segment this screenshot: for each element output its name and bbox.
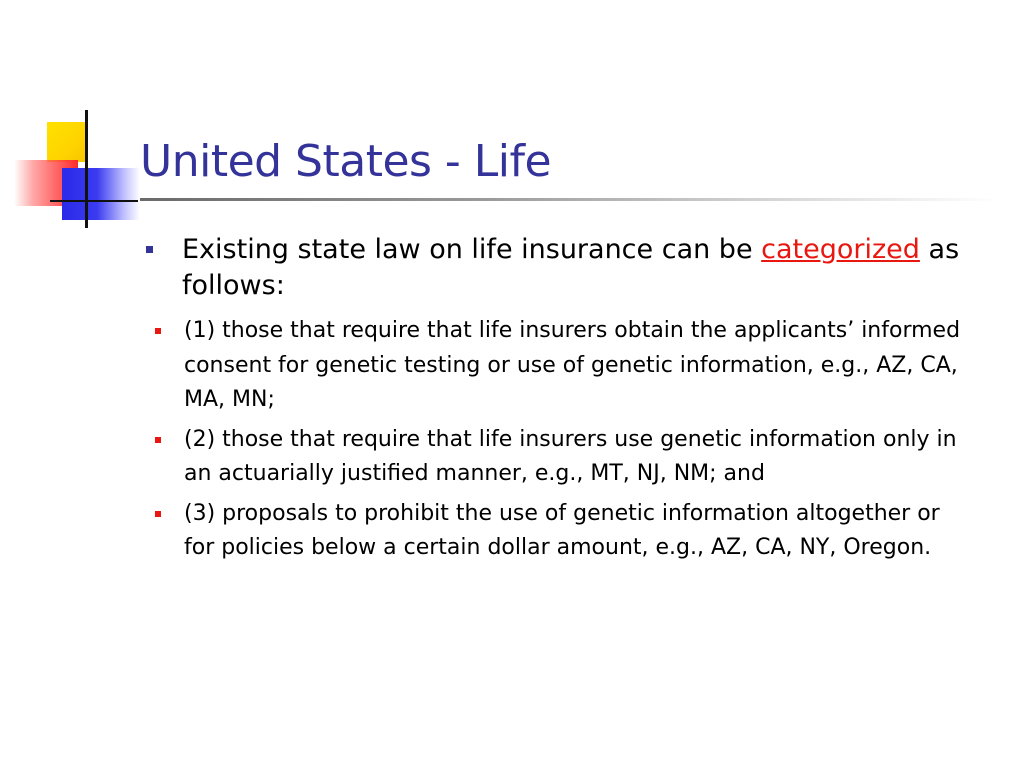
sub-bullet-item [140,423,974,492]
sub-bullet-text: (2) those that require that life insurers use genetic information only in an actuarially justified manner, e.g., MT, NJ, NM; and [184,426,957,486]
sub-bullet-text: (3) proposals to prohibit the use of genetic information altogether or for policies below a certain dollar amount, e.g., AZ, CA, NY, Oregon. [184,500,940,560]
logo-yellow-square [47,122,87,162]
title-underline-rule [140,198,1000,201]
slide-title: United States - Life [140,136,552,187]
square-bullet-icon [155,437,161,443]
sub-bullet-item [140,314,974,418]
square-bullet-icon [146,246,153,253]
bullet-text-after-link: as follows: [182,234,960,301]
sub-bullet-item [140,497,974,566]
logo-vertical-line [85,110,88,228]
sub-bullet-list [140,314,1000,566]
square-bullet-icon [155,328,161,334]
bullet-text-before-link: Existing state law on life insurance can be [182,234,762,265]
slide-body [140,232,1000,571]
logo-blue-square [62,168,140,220]
bullet-level-1 [140,232,1000,304]
categorized-link[interactable]: categorized [761,234,920,265]
logo-horizontal-line [50,200,138,202]
decorative-logo-graphic [0,100,140,230]
square-bullet-icon [155,511,161,517]
sub-bullet-text: (1) those that require that life insurers obtain the applicants’ informed consent for genetic testing or use of genetic information, e.g., AZ, CA, MA, MN; [184,318,961,412]
